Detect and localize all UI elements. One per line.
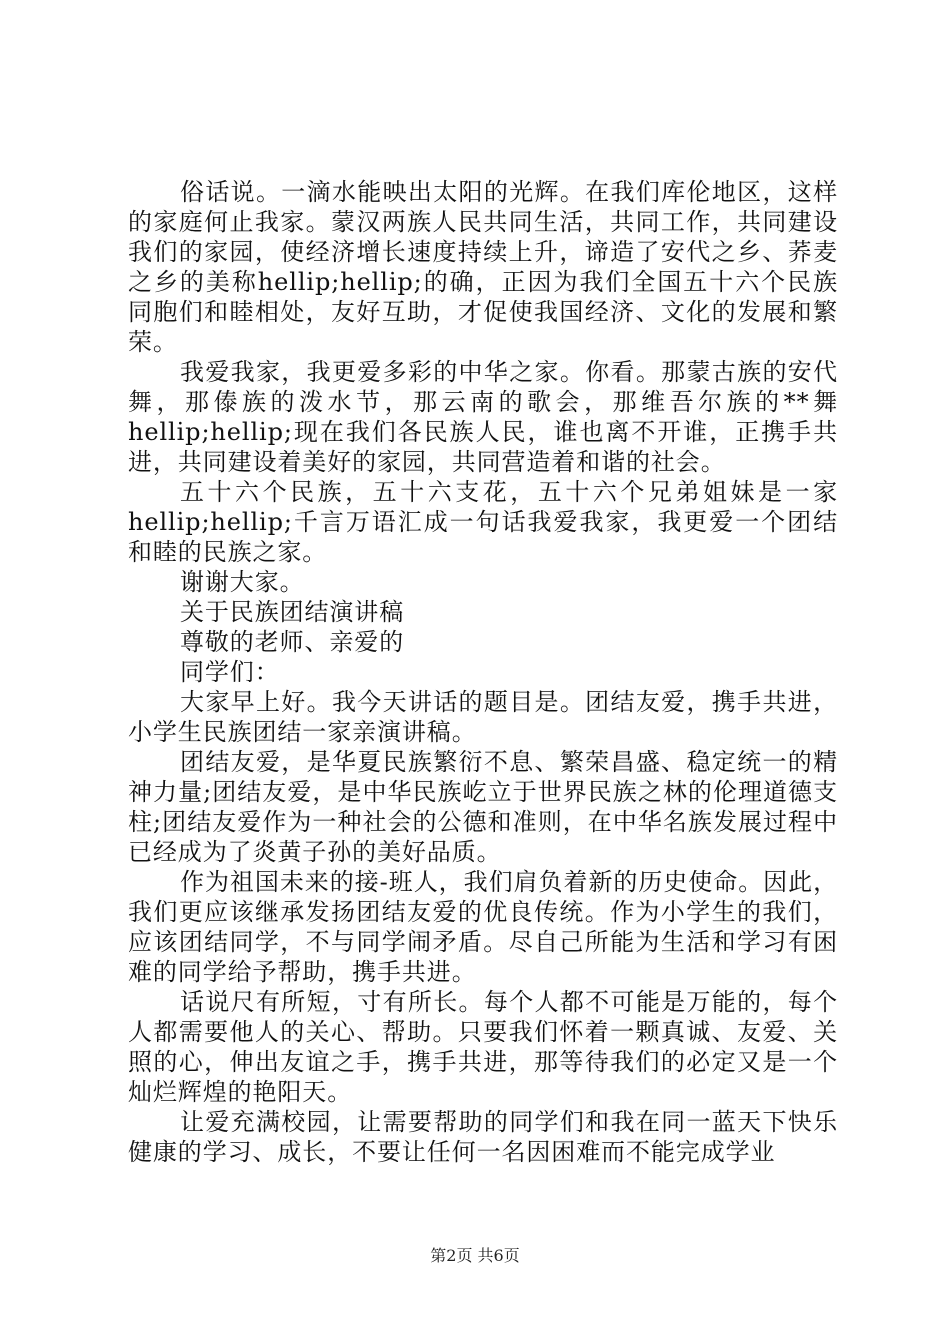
paragraph: 俗话说。一滴水能映出太阳的光辉。在我们库伦地区，这样的家庭何止我家。蒙汉两族人民共同生活，共同工作，共同建设我们的家园，使经济增长速度持续上升，谛造了安代之乡、荞麦之乡的美称hellip;hellip;的确，正因为我们全国五十六个民族同胞们和睦相处，友好互助，才促使我国经济、文化的发展和繁荣。: [128, 178, 838, 356]
document-body: [128, 177, 838, 1167]
closing-line: 谢谢大家。: [180, 568, 305, 596]
page-number-footer: 第2页 共6页: [430, 1246, 520, 1265]
salutation-line: 尊敬的老师、亲爱的: [180, 628, 405, 656]
paragraph: 让爱充满校园，让需要帮助的同学们和我在同一蓝天下快乐健康的学习、成长，不要让任何一名因困难而不能完成学业: [128, 1108, 838, 1166]
paragraph: 话说尺有所短，寸有所长。每个人都不可能是万能的，每个人都需要他人的关心、帮助。只要我们怀着一颗真诚、友爱、关照的心，伸出友谊之手，携手共进，那等待我们的必定又是一个灿烂辉煌的艳阳天。: [128, 988, 838, 1106]
speech-title: 关于民族团结演讲稿: [180, 598, 405, 626]
salutation-line: 同学们：: [180, 658, 280, 686]
paragraph: 团结友爱，是华夏民族繁衍不息、繁荣昌盛、稳定统一的精神力量;团结友爱，是中华民族屹立于世界民族之林的伦理道德支柱;团结友爱作为一种社会的公德和准则，在中华名族发展过程中已经成为了炎黄子孙的美好品质。: [128, 748, 838, 866]
paragraph: 大家早上好。我今天讲话的题目是。团结友爱，携手共进，小学生民族团结一家亲演讲稿。: [128, 688, 838, 746]
paragraph: 我爱我家，我更爱多彩的中华之家。你看。那蒙古族的安代舞，那傣族的泼水节，那云南的歌会，那维吾尔族的**舞hellip;hellip;现在我们各民族人民，谁也离不开谁，正携手共进，共同建设着美好的家园，共同营造着和谐的社会。: [128, 358, 838, 476]
paragraph: 作为祖国未来的接-班人，我们肩负着新的历史使命。因此，我们更应该继承发扬团结友爱的优良传统。作为小学生的我们，应该团结同学，不与同学闹矛盾。尽自己所能为生活和学习有困难的同学给予帮助，携手共进。: [128, 868, 838, 986]
paragraph: 五十六个民族，五十六支花，五十六个兄弟姐妹是一家hellip;hellip;千言万语汇成一句话我爱我家，我更爱一个团结和睦的民族之家。: [128, 478, 838, 566]
